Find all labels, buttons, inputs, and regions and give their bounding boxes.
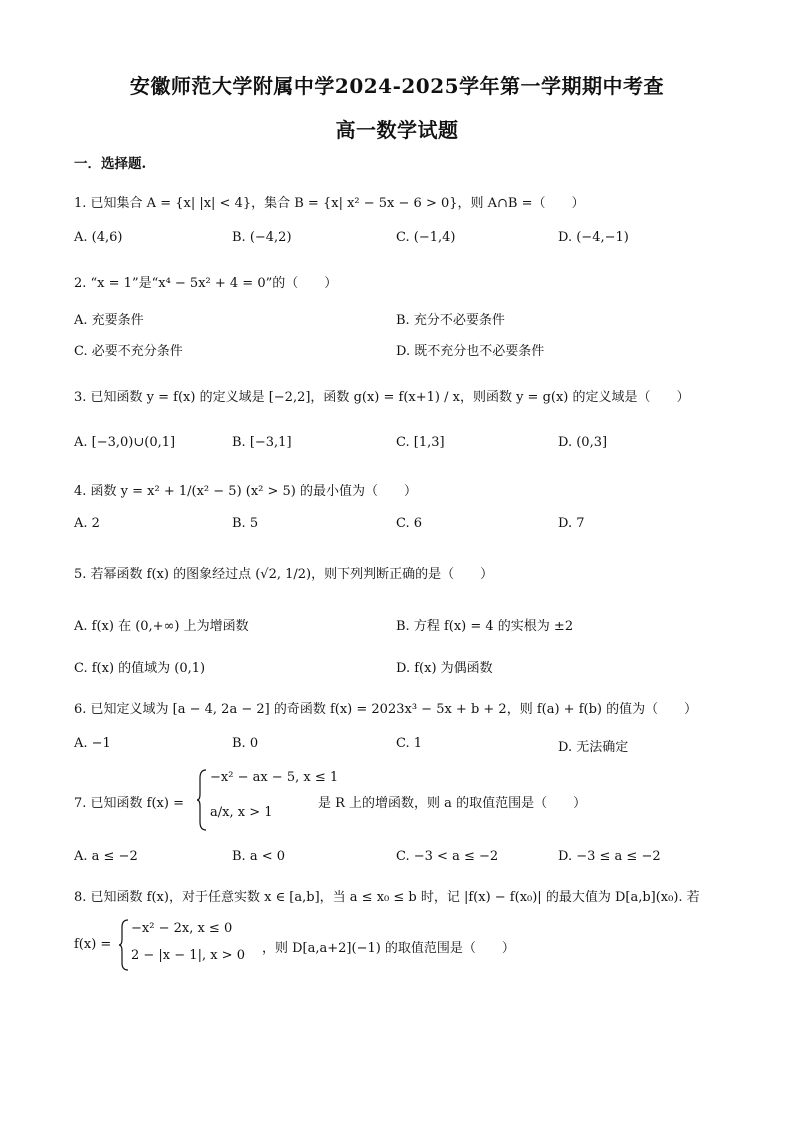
- question-2-option-b: B. 充分不必要条件: [396, 313, 505, 328]
- question-1-option-d: D. (−4,−1): [558, 230, 629, 245]
- exam-subtitle: 高一数学试题: [335, 118, 459, 142]
- question-7-option-a: A. a ≤ −2: [74, 849, 138, 864]
- question-6-option-c: C. 1: [396, 736, 423, 751]
- question-7-option-d: D. −3 ≤ a ≤ −2: [558, 849, 661, 864]
- question-3-option-d: D. (0,3]: [558, 435, 608, 450]
- question-4-option-b: B. 5: [232, 516, 259, 531]
- question-5-stem: 5. 若幂函数 f(x) 的图象经过点 (√2, 1/2)，则下列判断正确的是（ ）: [74, 567, 494, 582]
- question-6-stem: 6. 已知定义域为 [a − 4, 2a − 2] 的奇函数 f(x) = 2023x³ − 5x + b + 2，则 f(a) + f(b) 的值为（ ）: [74, 702, 698, 717]
- question-6-option-a: A. −1: [74, 736, 111, 751]
- question-3-option-b: B. [−3,1]: [232, 435, 292, 450]
- question-8-piece-2: 2 − |x − 1|, x > 0: [131, 948, 245, 963]
- question-4-option-a: A. 2: [74, 516, 100, 531]
- question-3-stem: 3. 已知函数 y = f(x) 的定义域是 [−2,2]，函数 g(x) = f(x+1) / x，则函数 y = g(x) 的定义域是（ ）: [74, 390, 690, 405]
- question-7-option-c: C. −3 < a ≤ −2: [396, 849, 499, 864]
- question-5-option-d: D. f(x) 为偶函数: [396, 661, 493, 676]
- question-7-option-b: B. a < 0: [232, 849, 285, 864]
- question-4-stem: 4. 函数 y = x² + 1/(x² − 5) (x² > 5) 的最小值为（ ）: [74, 484, 418, 499]
- question-8-brace: [118, 918, 130, 972]
- question-3-option-c: C. [1,3]: [396, 435, 445, 450]
- question-3-option-a: A. [−3,0)∪(0,1]: [74, 435, 176, 450]
- section-heading: 一．选择题.: [74, 156, 147, 172]
- question-1-option-a: A. (4,6): [74, 230, 123, 245]
- question-5-option-c: C. f(x) 的值域为 (0,1): [74, 661, 206, 676]
- question-7-piece-2: a/x, x > 1: [210, 805, 273, 820]
- question-7-piece-1: −x² − ax − 5, x ≤ 1: [210, 770, 339, 785]
- question-1-option-c: C. (−1,4): [396, 230, 456, 245]
- question-7-stem-end: 是 R 上的增函数，则 a 的取值范围是（ ）: [318, 796, 587, 811]
- question-1-option-b: B. (−4,2): [232, 230, 292, 245]
- question-8-piece-1: −x² − 2x, x ≤ 0: [131, 921, 233, 936]
- question-2-option-a: A. 充要条件: [74, 313, 144, 328]
- question-5-option-b: B. 方程 f(x) = 4 的实根为 ±2: [396, 619, 574, 634]
- question-2-stem: 2. “x = 1”是“x⁴ − 5x² + 4 = 0”的（ ）: [74, 276, 338, 291]
- question-7-brace: [196, 768, 208, 832]
- question-1-stem: 1. 已知集合 A = {x| |x| < 4}，集合 B = {x| x² − 5x − 6 > 0}，则 A∩B =（ ）: [74, 196, 585, 211]
- question-5-option-a: A. f(x) 在 (0,+∞) 上为增函数: [74, 619, 249, 634]
- question-8-stem: 8. 已知函数 f(x)，对于任意实数 x ∈ [a,b]，当 a ≤ x₀ ≤ b 时，记 |f(x) − f(x₀)| 的最大值为 D[a,b](x₀). 若: [74, 890, 700, 905]
- question-2-option-c: C. 必要不充分条件: [74, 344, 183, 359]
- question-8-function-label: f(x) =: [74, 937, 112, 952]
- question-4-option-d: D. 7: [558, 516, 585, 531]
- exam-title: 安徽师范大学附属中学2024-2025学年第一学期期中考查: [129, 74, 665, 98]
- question-6-option-d: D. 无法确定: [558, 740, 629, 755]
- question-6-option-b: B. 0: [232, 736, 259, 751]
- question-8-stem-end: ，则 D[a,a+2](−1) 的取值范围是（ ）: [262, 941, 515, 956]
- question-4-option-c: C. 6: [396, 516, 423, 531]
- question-2-option-d: D. 既不充分也不必要条件: [396, 344, 545, 359]
- question-7-stem-start: 7. 已知函数 f(x) =: [74, 796, 184, 811]
